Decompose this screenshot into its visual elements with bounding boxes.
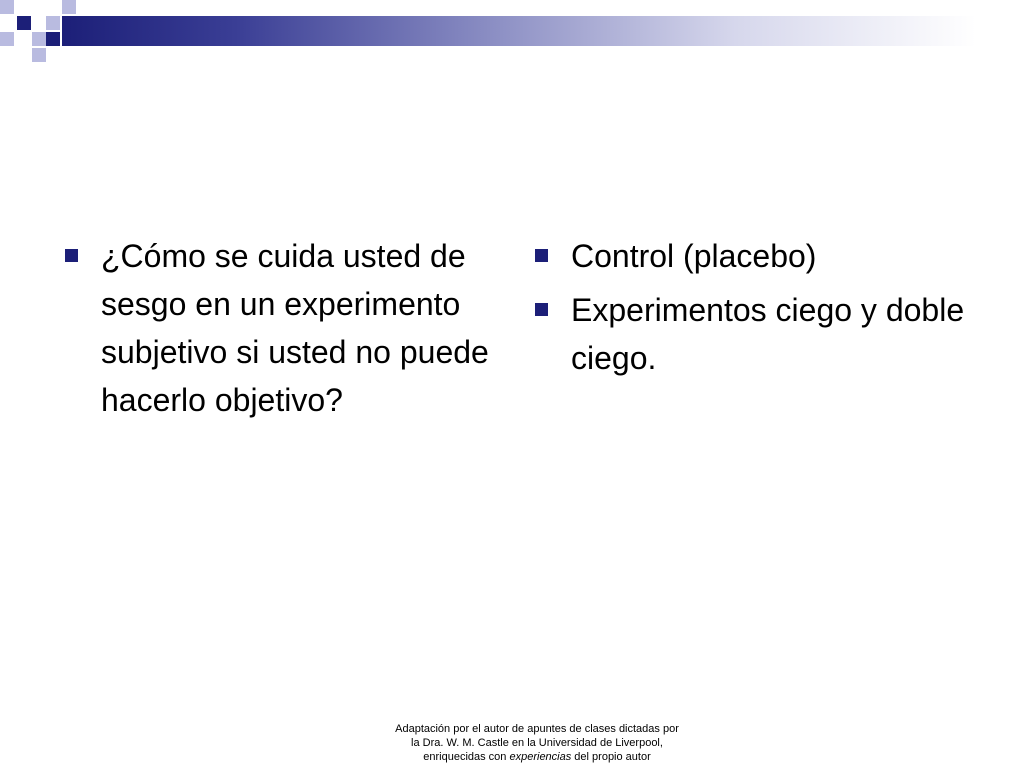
footer-credit <box>380 722 694 764</box>
header-decoration <box>0 0 1024 64</box>
bullet-item <box>530 232 980 280</box>
deco-square <box>17 16 31 30</box>
right-bullet-list <box>530 232 980 382</box>
square-bullet-icon <box>65 249 78 262</box>
square-bullet-icon <box>535 303 548 316</box>
footer-text: enriquecidas con <box>423 751 510 763</box>
footer-line: la Dra. W. M. Castle en la Universidad de Liverpool, <box>411 737 663 749</box>
footer-emphasis: experiencias <box>509 751 572 763</box>
bullet-text: Experimentos ciego y doble ciego. <box>571 292 965 376</box>
footer-line <box>380 750 694 764</box>
left-bullet-list <box>60 232 510 424</box>
square-bullet-icon <box>535 249 548 262</box>
bullet-item <box>530 286 980 382</box>
right-column <box>530 232 980 388</box>
deco-square <box>46 16 60 30</box>
header-gradient-band <box>62 16 1024 46</box>
deco-square <box>32 32 46 46</box>
deco-square <box>46 32 60 46</box>
bullet-text: ¿Cómo se cuida usted de sesgo en un experimento subjetivo si usted no puede hacerlo objetivo? <box>101 238 489 418</box>
footer-line: Adaptación por el autor de apuntes de clases dictadas por <box>395 723 679 735</box>
deco-square <box>62 0 76 14</box>
deco-square <box>32 48 46 62</box>
footer-text: del propio autor <box>571 751 651 763</box>
bullet-item <box>60 232 510 424</box>
bullet-text: Control (placebo) <box>571 238 817 274</box>
left-column <box>60 232 510 430</box>
deco-square <box>0 32 14 46</box>
deco-square <box>0 0 14 14</box>
